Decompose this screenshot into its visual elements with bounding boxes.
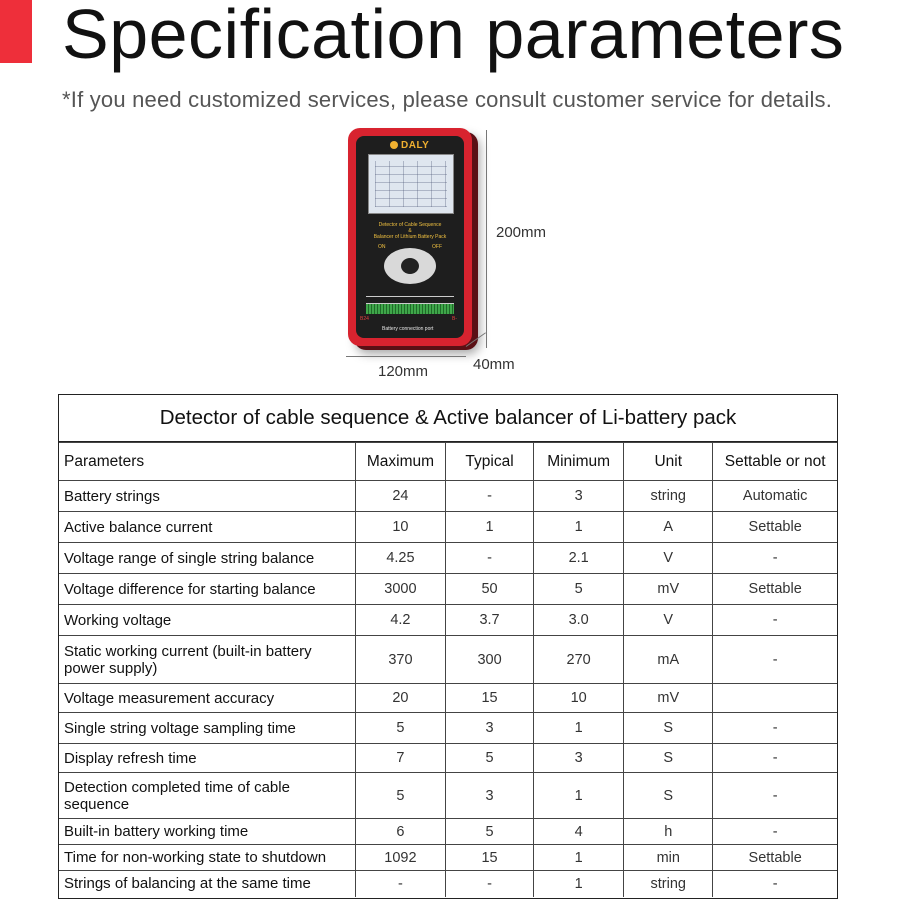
cell-typical: 50 xyxy=(445,574,533,605)
cell-maximum: 1092 xyxy=(355,845,445,871)
cell-settable: - xyxy=(713,871,837,897)
cell-maximum: 370 xyxy=(355,636,445,684)
table-row xyxy=(59,819,837,845)
cell-maximum: 7 xyxy=(355,744,445,773)
cell-settable: - xyxy=(713,744,837,773)
header-minimum: Minimum xyxy=(534,443,624,481)
cell-unit: string xyxy=(624,871,713,897)
page-subtitle: *If you need customized services, please consult customer service for details. xyxy=(62,87,833,112)
key-off-label: OFF xyxy=(432,244,442,250)
cell-minimum: 1 xyxy=(534,871,624,897)
port-left-label: B24 xyxy=(360,316,369,322)
cell-typical: 300 xyxy=(445,636,533,684)
cell-maximum: 4.25 xyxy=(355,543,445,574)
cell-maximum: 10 xyxy=(355,512,445,543)
cell-typical: 5 xyxy=(445,819,533,845)
device-screen xyxy=(368,154,454,214)
cell-maximum: 5 xyxy=(355,773,445,819)
device-brand: DALY xyxy=(401,140,430,151)
cell-maximum: - xyxy=(355,871,445,897)
cell-typical: 15 xyxy=(445,684,533,713)
table-row xyxy=(59,543,837,574)
table-row xyxy=(59,871,837,897)
width-dimension-line xyxy=(346,356,466,357)
cell-settable: Settable xyxy=(713,845,837,871)
width-dimension: 120mm xyxy=(378,363,429,380)
port-right-label: B- xyxy=(452,316,457,322)
cell-unit: mV xyxy=(624,574,713,605)
screen-grid xyxy=(375,161,447,207)
cell-minimum: 270 xyxy=(534,636,624,684)
cell-settable: - xyxy=(713,543,837,574)
device-face xyxy=(356,136,464,338)
cell-minimum: 1 xyxy=(534,773,624,819)
cell-settable: Automatic xyxy=(713,481,837,512)
table-row xyxy=(59,845,837,871)
height-dimension: 200mm xyxy=(496,224,547,241)
table-row xyxy=(59,512,837,543)
cell-typical: 3 xyxy=(445,713,533,744)
cell-param: Static working current (built-in battery power supply) xyxy=(59,636,355,684)
height-dimension-line xyxy=(486,130,487,348)
cell-minimum: 1 xyxy=(534,845,624,871)
table-body xyxy=(59,481,837,897)
port-indicator-bar xyxy=(366,296,454,304)
cell-minimum: 1 xyxy=(534,713,624,744)
header-typical: Typical xyxy=(445,443,533,481)
page-title: Specification parameters xyxy=(62,0,845,73)
cell-unit: string xyxy=(624,481,713,512)
cell-param: Single string voltage sampling time xyxy=(59,713,355,744)
depth-dimension: 40mm xyxy=(473,356,515,373)
table-row xyxy=(59,713,837,744)
cell-maximum: 24 xyxy=(355,481,445,512)
cell-typical: 1 xyxy=(445,512,533,543)
header-maximum: Maximum xyxy=(355,443,445,481)
table-row xyxy=(59,481,837,512)
cell-minimum: 3.0 xyxy=(534,605,624,636)
cell-param: Voltage difference for starting balance xyxy=(59,574,355,605)
device-label-2: & xyxy=(408,228,412,234)
cell-minimum: 5 xyxy=(534,574,624,605)
cell-param: Battery strings xyxy=(59,481,355,512)
table-row xyxy=(59,684,837,713)
cell-param: Working voltage xyxy=(59,605,355,636)
cell-param: Time for non-working state to shutdown xyxy=(59,845,355,871)
cell-param: Built-in battery working time xyxy=(59,819,355,845)
cell-unit: V xyxy=(624,605,713,636)
cell-settable: - xyxy=(713,636,837,684)
cell-unit: S xyxy=(624,773,713,819)
cell-maximum: 20 xyxy=(355,684,445,713)
cell-param: Strings of balancing at the same time xyxy=(59,871,355,897)
table-row xyxy=(59,636,837,684)
cell-param: Detection completed time of cable sequence xyxy=(59,773,355,819)
cell-maximum: 4.2 xyxy=(355,605,445,636)
keypad xyxy=(384,248,436,284)
battery-port xyxy=(366,304,454,314)
header-parameters: Parameters xyxy=(59,443,355,481)
cell-unit: V xyxy=(624,543,713,574)
cell-settable: Settable xyxy=(713,512,837,543)
cell-typical: - xyxy=(445,543,533,574)
table-row xyxy=(59,773,837,819)
cell-unit: A xyxy=(624,512,713,543)
cell-unit: h xyxy=(624,819,713,845)
port-label: Battery connection port xyxy=(382,326,434,332)
table-header-row xyxy=(59,443,837,481)
cell-unit: S xyxy=(624,713,713,744)
cell-minimum: 2.1 xyxy=(534,543,624,574)
device-logo xyxy=(390,140,429,151)
cell-typical: - xyxy=(445,871,533,897)
cell-param: Active balance current xyxy=(59,512,355,543)
cell-typical: 5 xyxy=(445,744,533,773)
header-settable: Settable or not xyxy=(713,443,837,481)
cell-minimum: 10 xyxy=(534,684,624,713)
accent-bar xyxy=(0,0,32,63)
spec-table-grid xyxy=(59,442,837,897)
table-row xyxy=(59,744,837,773)
cell-param: Voltage measurement accuracy xyxy=(59,684,355,713)
device-label-3: Balancer of Lithium Battery Pack xyxy=(373,234,447,240)
cell-settable: - xyxy=(713,773,837,819)
header-unit: Unit xyxy=(624,443,713,481)
cell-maximum: 6 xyxy=(355,819,445,845)
key-on-label: ON xyxy=(378,244,386,250)
cell-settable xyxy=(713,684,837,713)
cell-settable: - xyxy=(713,819,837,845)
cell-settable: - xyxy=(713,605,837,636)
device-label-1: Detector of Cable Sequence xyxy=(378,222,442,228)
cell-typical: 3 xyxy=(445,773,533,819)
cell-minimum: 3 xyxy=(534,744,624,773)
logo-icon xyxy=(390,141,398,149)
device-image xyxy=(348,128,472,346)
cell-unit: mA xyxy=(624,636,713,684)
cell-unit: mV xyxy=(624,684,713,713)
cell-param: Display refresh time xyxy=(59,744,355,773)
cell-unit: min xyxy=(624,845,713,871)
cell-minimum: 3 xyxy=(534,481,624,512)
spec-table xyxy=(58,394,838,899)
cell-settable: - xyxy=(713,713,837,744)
cell-maximum: 5 xyxy=(355,713,445,744)
table-title: Detector of cable sequence & Active balancer of Li-battery pack xyxy=(59,395,837,442)
cell-minimum: 1 xyxy=(534,512,624,543)
cell-typical: 3.7 xyxy=(445,605,533,636)
cell-unit: S xyxy=(624,744,713,773)
cell-typical: 15 xyxy=(445,845,533,871)
table-row xyxy=(59,605,837,636)
cell-maximum: 3000 xyxy=(355,574,445,605)
cell-param: Voltage range of single string balance xyxy=(59,543,355,574)
cell-minimum: 4 xyxy=(534,819,624,845)
keypad-center-button xyxy=(401,258,419,274)
table-row xyxy=(59,574,837,605)
cell-settable: Settable xyxy=(713,574,837,605)
cell-typical: - xyxy=(445,481,533,512)
